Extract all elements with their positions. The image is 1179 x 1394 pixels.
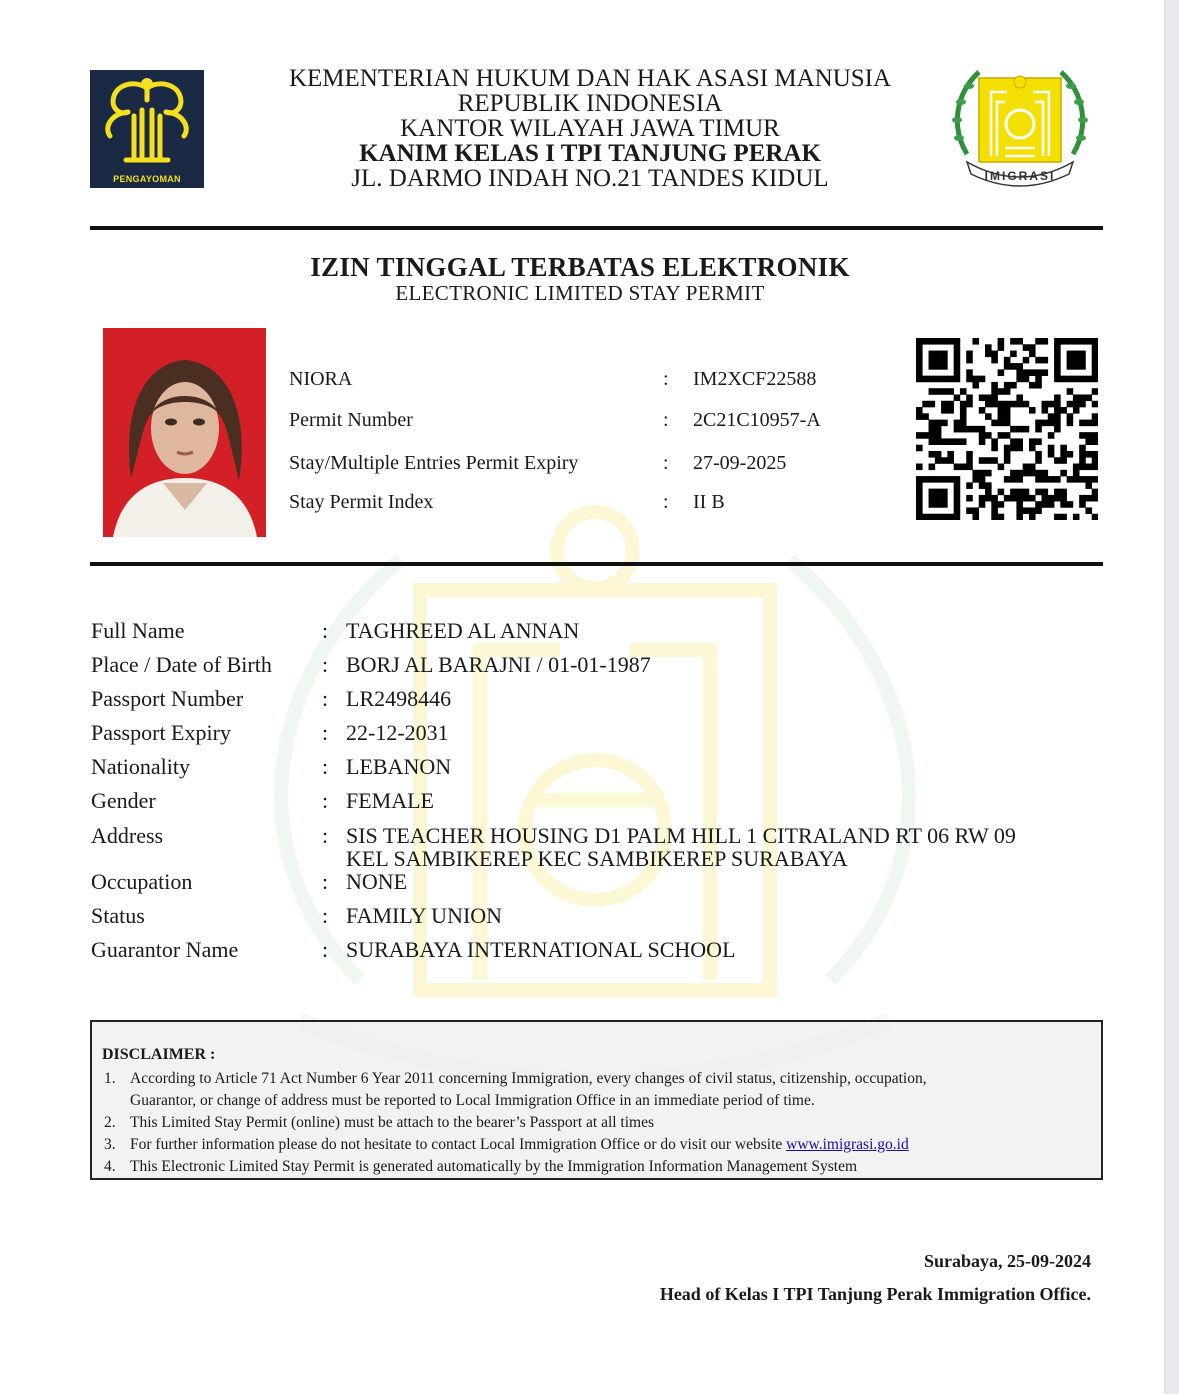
header-divider [90, 226, 1103, 230]
permit-expiry-label: Stay/Multiple Entries Permit Expiry [289, 452, 579, 474]
address-value-line-1: SIS TEACHER HOUSING D1 PALM HILL 1 CITRALAND RT 06 RW 09 [346, 823, 1016, 848]
address-value-line-2: KEL SAMBIKEREP KEC SAMBIKEREP SURABAYA [346, 846, 848, 871]
permit-expiry-value: 27-09-2025 [693, 452, 787, 474]
section-divider [90, 562, 1103, 566]
disclaimer-item-3 [130, 1136, 909, 1154]
imigrasi-emblem-icon [945, 58, 1095, 190]
emblem-caption: IMIGRASI [984, 169, 1056, 183]
portrait-image [103, 328, 266, 537]
status-label: Status [91, 903, 145, 928]
disclaimer-item-4-text: This Electronic Limited Stay Permit is generated automatically by the Immigration Information Management System [130, 1158, 858, 1175]
full-name-value: TAGHREED AL ANNAN [346, 618, 580, 643]
document-subtitle: ELECTRONIC LIMITED STAY PERMIT [395, 281, 765, 305]
pengayoman-tree-icon [90, 70, 204, 170]
qr-code [916, 338, 1098, 520]
nationality-colon: : [322, 754, 329, 779]
permit-number-value: 2C21C10957-A [693, 409, 821, 431]
ministry-line-4: KANIM KELAS I TPI TANJUNG PERAK [359, 140, 821, 167]
gender-label: Gender [91, 788, 156, 813]
nationality-value: LEBANON [346, 754, 452, 779]
disclaimer-item-2-number: 2. [104, 1114, 116, 1131]
occupation-colon: : [322, 869, 329, 894]
website-link[interactable]: www.imigrasi.go.id [786, 1136, 909, 1153]
birth-colon: : [322, 652, 329, 677]
ministry-logo [90, 70, 204, 188]
permit-index-value: II B [693, 491, 725, 513]
status-colon: : [322, 903, 329, 928]
disclaimer-item-3-text: For further information please do not hesitate to contact Local Immigration Office or do visit our website [130, 1136, 787, 1153]
disclaimer-item-1-line-2: Guarantor, or change of address must be reported to Local Immigration Office in an immediate period of time. [130, 1092, 815, 1109]
permit-index-label: Stay Permit Index [289, 491, 434, 513]
birth-label: Place / Date of Birth [91, 652, 272, 677]
passport-number-colon: : [322, 686, 329, 711]
gender-value: FEMALE [346, 788, 434, 813]
full-name-label: Full Name [91, 618, 185, 643]
disclaimer-box [90, 1020, 1103, 1180]
sign-place-date: Surabaya, 25-09-2024 [923, 1251, 1091, 1271]
guarantor-colon: : [322, 937, 329, 962]
gender-colon: : [322, 788, 329, 813]
occupation-value: NONE [346, 869, 408, 894]
niora-colon: : [663, 368, 669, 390]
permit-index-colon: : [663, 491, 669, 513]
address-colon: : [322, 823, 329, 848]
permit-number-label: Permit Number [289, 409, 413, 431]
ministry-line-1: KEMENTERIAN HUKUM DAN HAK ASASI MANUSIA [288, 65, 892, 92]
disclaimer-item-4-number: 4. [104, 1158, 116, 1175]
guarantor-label: Guarantor Name [91, 937, 239, 962]
ministry-line-2: REPUBLIK INDONESIA [457, 90, 723, 117]
sign-office: Head of Kelas I TPI Tanjung Perak Immigration Office. [659, 1284, 1091, 1304]
ministry-header [240, 66, 940, 191]
imigrasi-emblem [945, 58, 1095, 190]
disclaimer-item-3-number: 3. [104, 1136, 116, 1153]
disclaimer-item-1-number: 1. [104, 1070, 116, 1087]
occupation-label: Occupation [91, 869, 193, 894]
ministry-line-5: JL. DARMO INDAH NO.21 TANDES KIDUL [351, 165, 829, 192]
status-value: FAMILY UNION [346, 903, 503, 928]
qr-code-icon [916, 338, 1098, 520]
passport-expiry-value: 22-12-2031 [346, 720, 449, 745]
full-name-colon: : [322, 618, 329, 643]
passport-expiry-colon: : [322, 720, 329, 745]
permit-expiry-colon: : [663, 452, 669, 474]
scrollbar[interactable] [1164, 0, 1179, 1394]
address-label: Address [91, 823, 164, 848]
holder-photo [103, 328, 266, 537]
birth-value: BORJ AL BARAJNI / 01-01-1987 [346, 652, 651, 677]
passport-number-label: Passport Number [91, 686, 244, 711]
disclaimer-title: DISCLAIMER : [102, 1046, 216, 1063]
disclaimer-item-2-text: This Limited Stay Permit (online) must be attach to the bearer’s Passport at all times [130, 1114, 655, 1131]
ministry-line-3: KANTOR WILAYAH JAWA TIMUR [400, 115, 780, 142]
nationality-label: Nationality [91, 754, 190, 779]
logo-caption: PENGAYOMAN [113, 174, 181, 184]
passport-expiry-label: Passport Expiry [91, 720, 231, 745]
permit-number-colon: : [663, 409, 669, 431]
disclaimer-item-1-line-1: According to Article 71 Act Number 6 Year 2011 concerning Immigration, every changes of civil status, citizenship, occupation, [130, 1070, 927, 1087]
niora-label: NIORA [289, 368, 353, 390]
guarantor-value: SURABAYA INTERNATIONAL SCHOOL [346, 937, 736, 962]
document-title: IZIN TINGGAL TERBATAS ELEKTRONIK [310, 252, 850, 282]
niora-value: IM2XCF22588 [693, 368, 817, 390]
passport-number-value: LR2498446 [346, 686, 452, 711]
